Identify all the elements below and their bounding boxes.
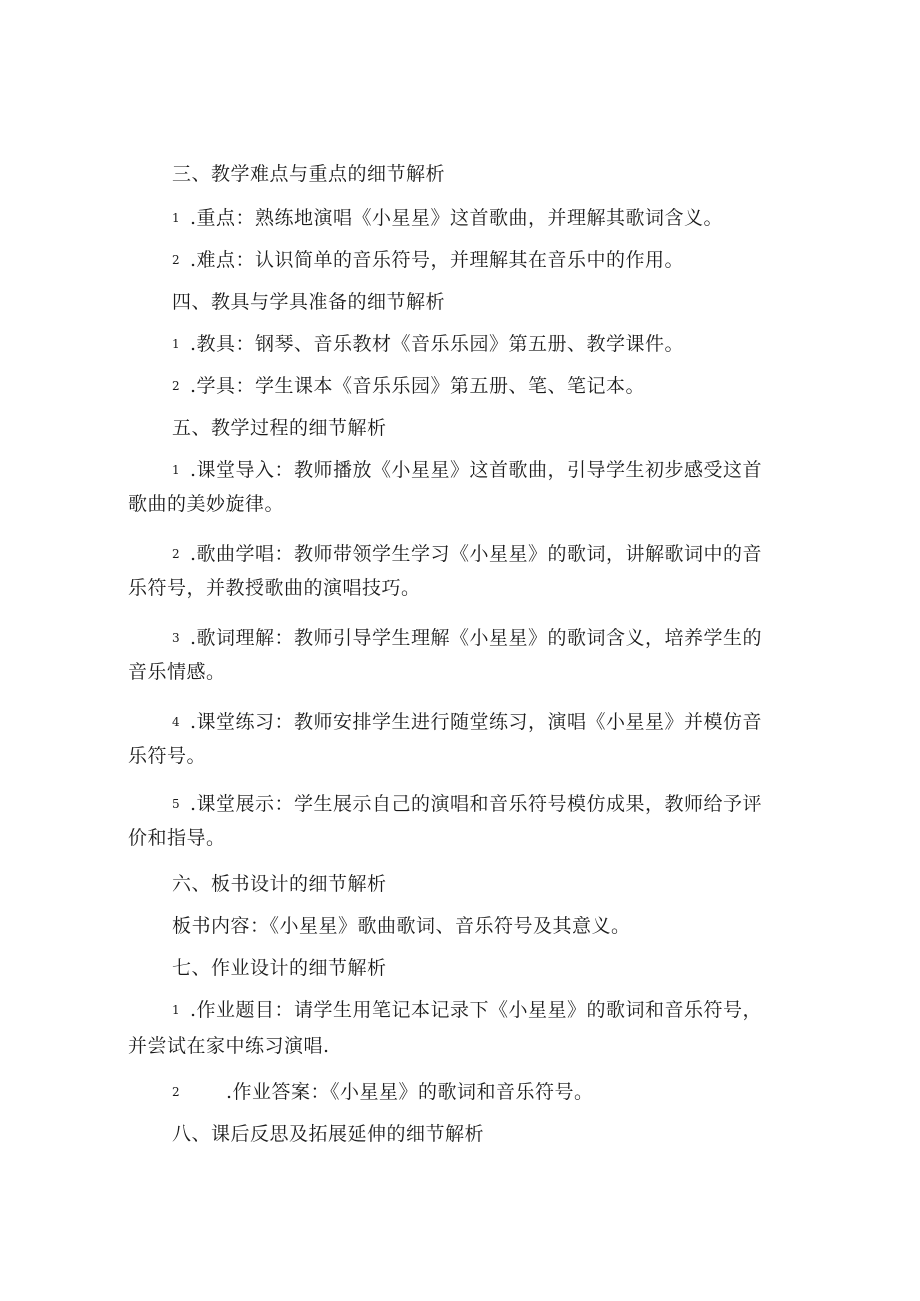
list-item — [172, 458, 762, 482]
item-number: 1 — [172, 1003, 181, 1017]
item-text: .难点：认识简单的音乐符号，并理解其在音乐中的作用。 — [190, 249, 685, 271]
list-item — [172, 792, 762, 816]
section-heading: 六、板书设计的细节解析 — [172, 873, 387, 895]
item-continuation: 歌曲的美妙旋律。 — [128, 493, 285, 515]
item-text: .歌曲学唱：教师带领学生学习《小星星》的歌词，讲解歌词中的音 — [190, 543, 763, 565]
item-continuation: 乐符号，并教授歌曲的演唱技巧。 — [128, 577, 421, 599]
item-text: .学具：学生课本《音乐乐园》第五册、笔、笔记本。 — [190, 375, 646, 397]
item-text: .作业题目：请学生用笔记本记录下《小星星》的歌词和音乐符号， — [190, 999, 763, 1021]
list-item — [172, 542, 762, 566]
item-number: 1 — [172, 463, 181, 477]
item-text: .教具：钢琴、音乐教材《音乐乐园》第五册、教学课件。 — [190, 333, 685, 355]
item-number: 2 — [172, 1085, 181, 1099]
item-text: .课堂练习：教师安排学生进行随堂练习，演唱《小星星》并模仿音 — [190, 711, 763, 733]
item-number: 1 — [172, 211, 181, 225]
list-item — [172, 332, 684, 356]
item-text: .课堂展示：学生展示自己的演唱和音乐符号模仿成果，教师给予评 — [190, 793, 763, 815]
item-continuation: 音乐情感。 — [128, 661, 226, 683]
item-number: 3 — [172, 631, 181, 645]
section-heading: 五、教学过程的细节解析 — [172, 417, 387, 439]
list-item — [172, 374, 645, 398]
item-continuation: 乐符号。 — [128, 745, 207, 767]
section-heading: 七、作业设计的细节解析 — [172, 957, 387, 979]
paragraph: 板书内容：《小星星》歌曲歌词、音乐符号及其意义。 — [172, 915, 631, 937]
item-number: 2 — [172, 379, 181, 393]
item-text: .重点：熟练地演唱《小星星》这首歌曲，并理解其歌词含义。 — [190, 207, 724, 229]
item-text: .作业答案：《小星星》的歌词和音乐符号。 — [226, 1081, 594, 1103]
item-number: 4 — [172, 715, 181, 729]
item-text: .歌词理解：教师引导学生理解《小星星》的歌词含义，培养学生的 — [190, 627, 763, 649]
item-number: 2 — [172, 547, 181, 561]
list-item — [172, 1080, 594, 1104]
item-number: 2 — [172, 253, 181, 267]
item-continuation: 价和指导。 — [128, 827, 226, 849]
section-heading: 八、课后反思及拓展延伸的细节解析 — [172, 1123, 485, 1145]
section-heading: 三、教学难点与重点的细节解析 — [172, 163, 446, 185]
list-item — [172, 710, 762, 734]
item-number: 1 — [172, 337, 181, 351]
item-number: 5 — [172, 797, 181, 811]
list-item — [172, 206, 723, 230]
list-item — [172, 626, 762, 650]
list-item — [172, 998, 762, 1022]
section-heading: 四、教具与学具准备的细节解析 — [172, 291, 446, 313]
item-continuation: 并尝试在家中练习演唱. — [128, 1035, 330, 1057]
item-text: .课堂导入：教师播放《小星星》这首歌曲，引导学生初步感受这首 — [190, 459, 763, 481]
list-item — [172, 248, 684, 272]
